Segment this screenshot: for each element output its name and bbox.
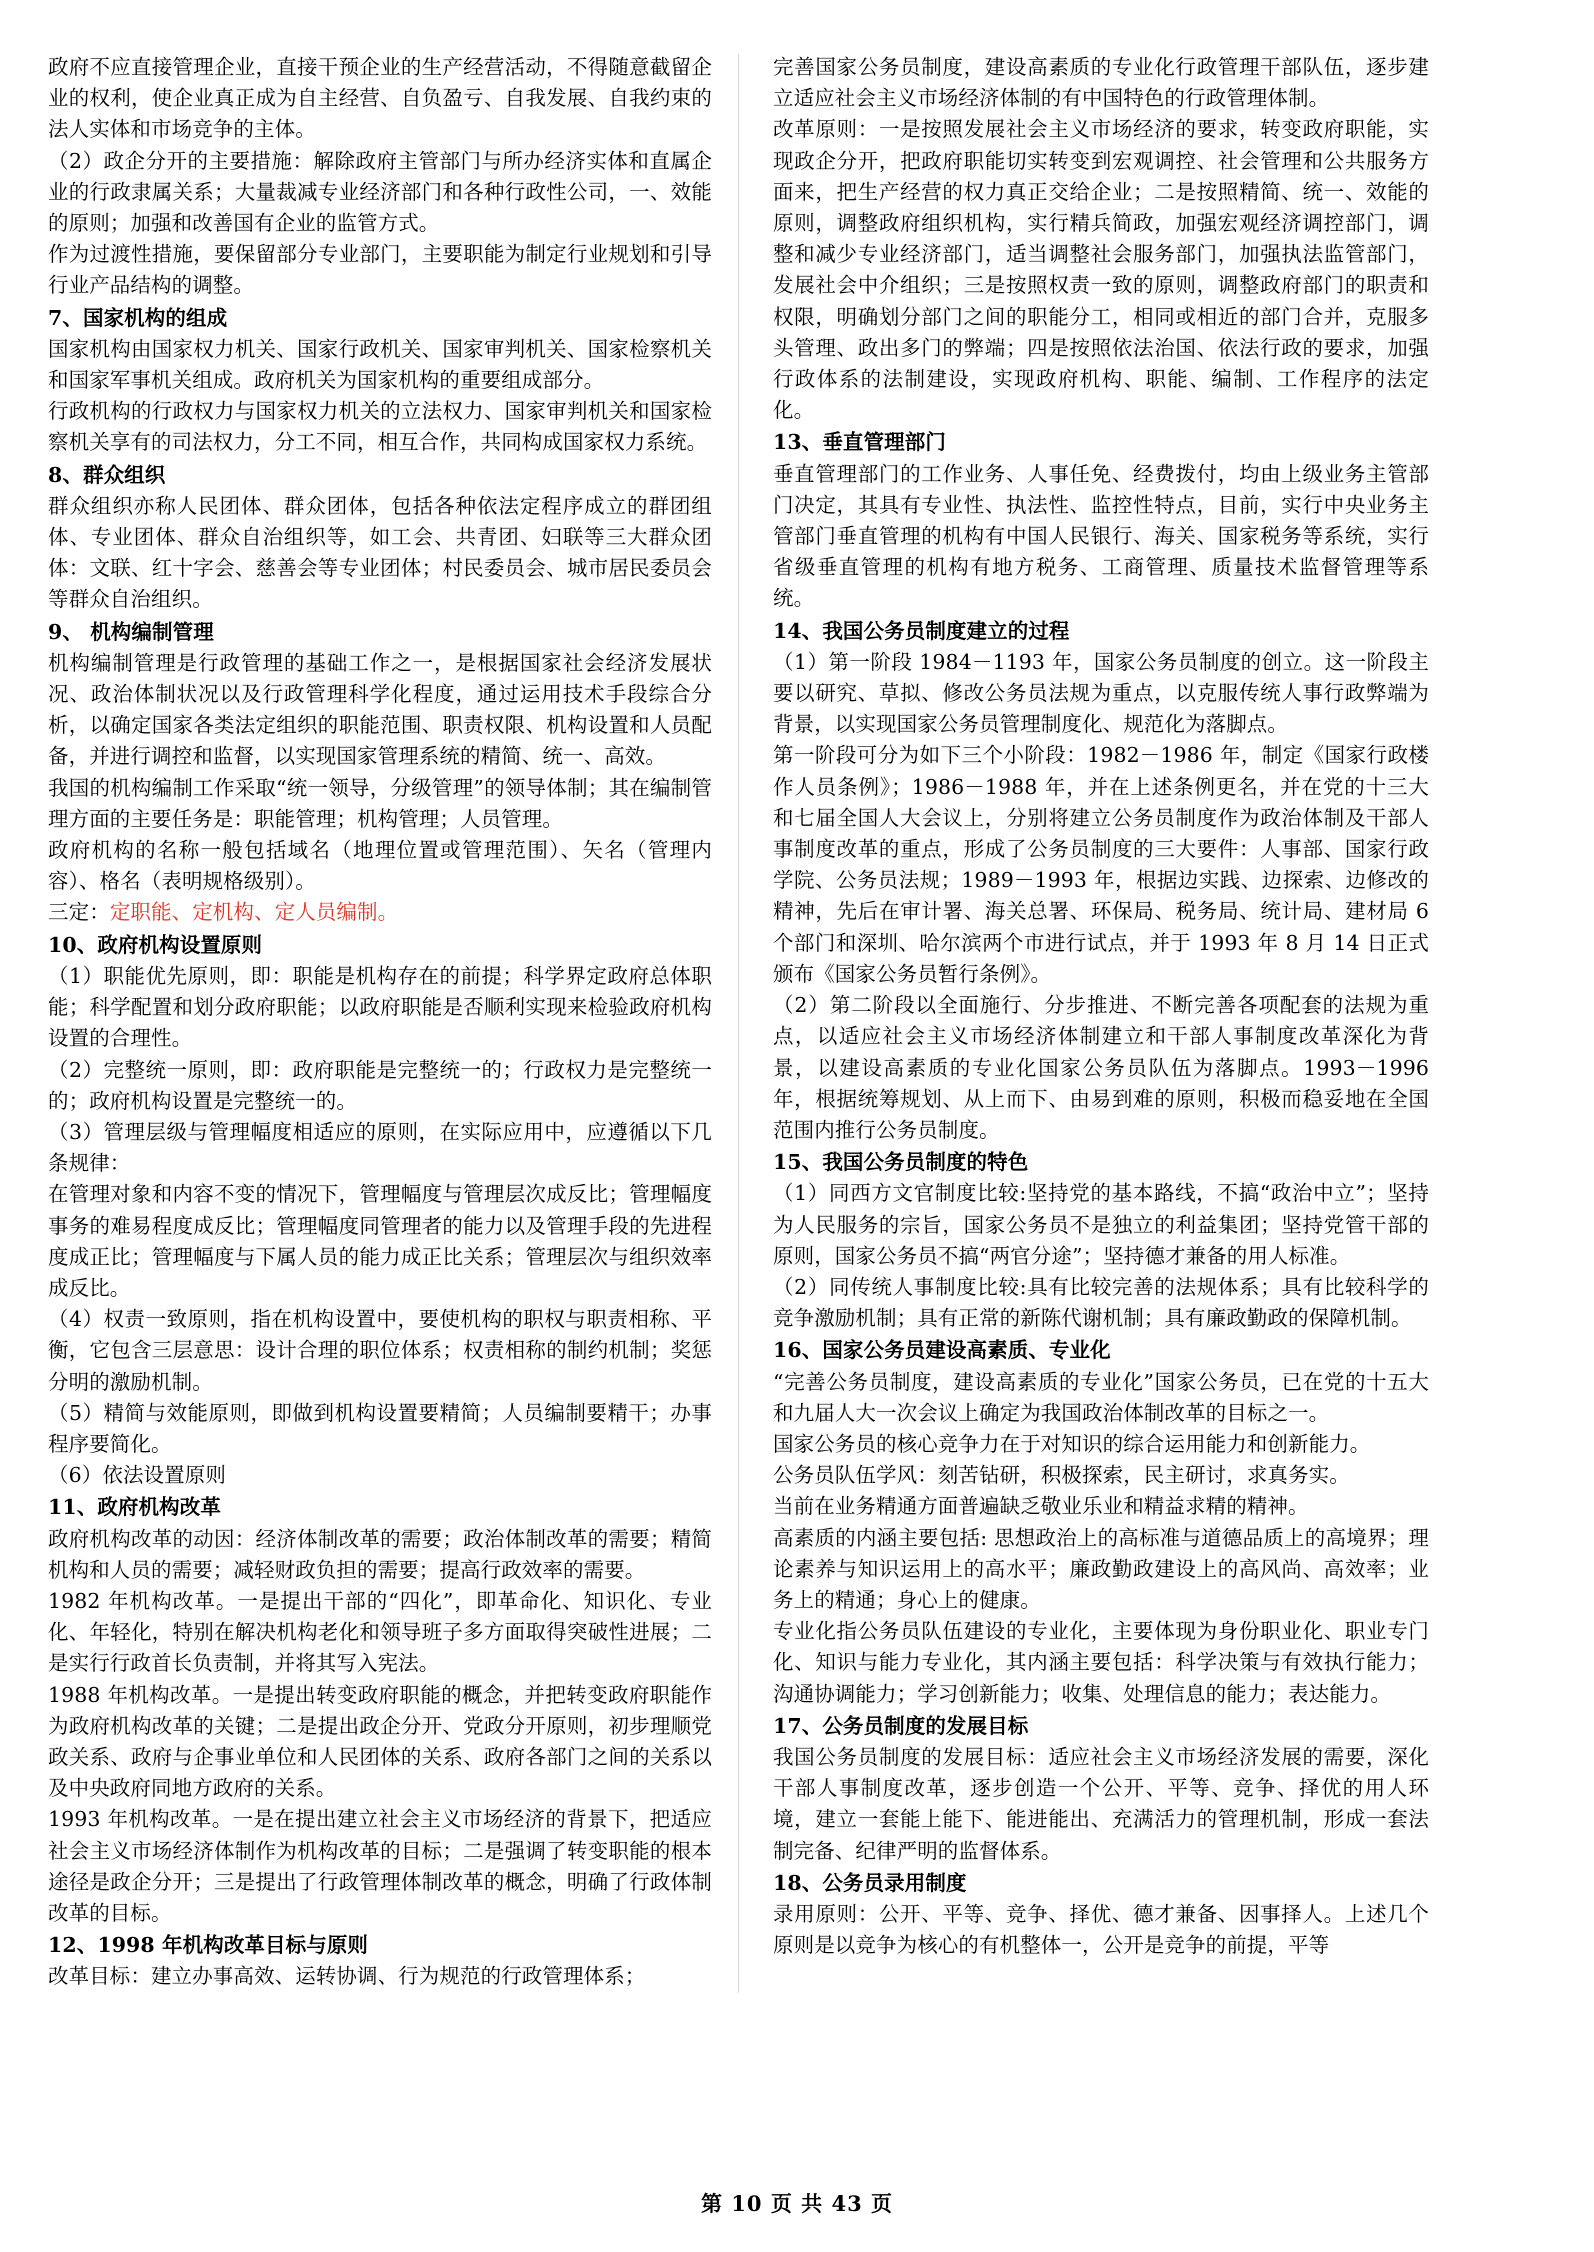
left-heading: 12、1998 年机构改革目标与原则: [48, 1933, 369, 1958]
right-heading: 15、我国公务员制度的特色: [773, 1150, 1029, 1175]
left-paragraph: 政府不应直接管理企业，直接干预企业的生产经营活动，不得随意截留企业的权利，使企业真正成为自主经营、自负盈亏、自我发展、自我约束的法人实体和市场竞争的主体。: [48, 55, 712, 142]
left-paragraph: 1988 年机构改革。一是提出转变政府职能的概念，并把转变政府职能作为政府机构改革的关键；二是提出政企分开、党政分开原则，初步理顺党政关系、政府与企事业单位和人民团体的关系、政府各部门之间的关系以及中央政府同地方政府的关系。: [48, 1682, 712, 1801]
right-heading: 14、我国公务员制度建立的过程: [773, 618, 1070, 643]
left-heading: 8、群众组织: [48, 462, 166, 487]
page-footer: 第 10 页 共 43 页: [700, 2191, 893, 2216]
left-paragraph: （6）依法设置原则: [48, 1463, 226, 1488]
right-paragraph: （2）第二阶段以全面施行、分步推进、不断完善各项配套的法规为重点，以适应社会主义市场经济体制建立和干部人事制度改革深化为背景，以建设高素质的专业化国家公务员队伍为落脚点。1993－1996 年，根据统筹规划、从上而下、由易到难的原则，积极而稳妥地在全国范围内推行公务员制度。: [773, 993, 1429, 1142]
right-paragraph: “完善公务员制度，建设高素质的专业化”国家公务员，已在党的十五大和九届人大一次会议上确定为我国政治体制改革的目标之一。: [773, 1369, 1429, 1425]
left-paragraph: 政府机构的名称一般包括域名（地理位置或管理范围）、矢名（管理内容）、格名（表明规格级别）。: [48, 838, 712, 894]
right-heading: 13、垂直管理部门: [773, 430, 946, 455]
left-paragraph: 作为过渡性措施，要保留部分专业部门，主要职能为制定行业规划和引导行业产品结构的调整。: [48, 242, 712, 298]
label-text: 三定：: [48, 900, 110, 925]
left-paragraph: [48, 897, 712, 928]
left-paragraph: 我国的机构编制工作采取“统一领导，分级管理”的领导体制；其在编制管理方面的主要任务是：职能管理；机构管理；人员管理。: [48, 775, 712, 831]
left-column: [48, 52, 738, 1993]
left-heading: 10、政府机构设置原则: [48, 932, 263, 957]
left-paragraph: （5）精简与效能原则，即做到机构设置要精简；人员编制要精干；办事程序要简化。: [48, 1400, 712, 1456]
right-paragraph: （2）同传统人事制度比较:具有比较完善的法规体系；具有比较科学的竞争激励机制；具有正常的新陈代谢机制；具有廉政勤政的保障机制。: [773, 1274, 1429, 1331]
left-paragraph: 机构编制管理是行政管理的基础工作之一，是根据国家社会经济发展状况、政治体制状况以及行政管理科学化程度，通过运用技术手段综合分析，以确定国家各类法定组织的职能范围、职责权限、机构设置和人员配备，并进行调控和监督，以实现国家管理系统的精简、统一、高效。: [48, 650, 712, 769]
right-paragraph: 改革原则：一是按照发展社会主义市场经济的要求，转变政府职能，实现政企分开，把政府职能切实转变到宏观调控、社会管理和公共服务方面来，把生产经营的权力真正交给企业；二是按照精简、统一、效能的原则，调整政府组织机构，实行精兵简政，加强宏观经济调控部门，调整和减少专业经济部门，适当调整社会服务部门，加强执法监管部门，发展社会中介组织；三是按照权责一致的原则，调整政府部门的职责和权限，明确划分部门之间的职能分工，相同或相近的部门合并，克服多头管理、政出多门的弊端；四是按照依法治国、依法行政的要求，加强行政体系的法制建设，实现政府机构、职能、编制、工作程序的法定化。: [773, 117, 1429, 423]
left-paragraph: 群众组织亦称人民团体、群众团体，包括各种依法定程序成立的群团组体、专业团体、群众自治组织等，如工会、共青团、妇联等三大群众团体：文联、红十字会、慈善会等专业团体；村民委员会、城市居民委员会等群众自治组织。: [48, 493, 712, 612]
left-heading: 11、政府机构改革: [48, 1495, 221, 1520]
left-paragraph: 在管理对象和内容不变的情况下，管理幅度与管理层次成反比；管理幅度事务的难易程度成反比；管理幅度同管理者的能力以及管理手段的先进程度成正比；管理幅度与下属人员的能力成正比关系；管理层次与组织效率成反比。: [48, 1182, 712, 1300]
two-column-layout: [48, 52, 1546, 1993]
right-heading: 17、公务员制度的发展目标: [773, 1713, 1029, 1738]
left-paragraph: 国家机构由国家权力机关、国家行政机关、国家审判机关、国家检察机关和国家军事机关组成。政府机关为国家机构的重要组成部分。: [48, 336, 712, 393]
left-paragraph: 行政机构的行政权力与国家权力机关的立法权力、国家审判机关和国家检察机关享有的司法权力，分工不同，相互合作，共同构成国家权力系统。: [48, 399, 712, 455]
right-paragraph: 第一阶段可分为如下三个小阶段：1982－1986 年，制定《国家行政楼 作人员条例》；1986－1988 年，并在上述条例更名，并在党的十三大和七届全国人大会议上，分别将建立公务员制度作为政治体制及干部人事制度改革的重点，形成了公务员制度的三大要件：人事部、国家行政学院、公务员法规；1989－1993 年，根据边实践、边探索、边修改的精神，先后在审计署、海关总署、环保局、税务局、统计局、建材局 6 个部门和深圳、哈尔滨两个市进行试点，并于 1993 年 8 月 14 日正式颁布《国家公务员暂行条例》。: [773, 743, 1429, 986]
right-paragraph: 当前在业务精通方面普遍缺乏敬业乐业和精益求精的精神。: [773, 1494, 1309, 1519]
right-paragraph: 专业化指公务员队伍建设的专业化，主要体现为身份职业化、职业专门化、知识与能力专业化，其内涵主要包括：科学决策与有效执行能力；沟通协调能力；学习创新能力；收集、处理信息的能力；表达能力。: [773, 1619, 1429, 1706]
left-paragraph: 1993 年机构改革。一是在提出建立社会主义市场经济的背景下，把适应社会主义市场经济体制作为机构改革的目标；二是强调了转变职能的根本途径是政企分开；三是提出了行政管理体制改革的概念，明确了行政体制改革的目标。: [48, 1807, 712, 1925]
left-paragraph: （3）管理层级与管理幅度相适应的原则，在实际应用中，应遵循以下几条规律：: [48, 1119, 712, 1176]
right-paragraph: （1）第一阶段 1984－1193 年，国家公务员制度的创立。这一阶段主要以研究、草拟、修改公务员法规为重点，以克服传统人事行政弊端为背景，以实现国家公务员管理制度化、规范化为落脚点。: [773, 649, 1429, 737]
left-paragraph: （2）政企分开的主要措施：解除政府主管部门与所办经济实体和直属企业的行政隶属关系；大量裁减专业经济部门和各种行政性公司，一、效能的原则；加强和改善国有企业的监管方式。: [48, 148, 712, 236]
left-paragraph: （4）权责一致原则，指在机构设置中，要使机构的职权与职责相称、平衡，它包含三层意思：设计合理的职位体系；权责相称的制约机制；奖惩分明的激励机制。: [48, 1307, 712, 1394]
right-heading: 16、国家公务员建设高素质、专业化: [773, 1338, 1111, 1363]
right-paragraph: （1）同西方文官制度比较:坚持党的基本路线，不搞“政治中立”；坚持为人民服务的宗旨，国家公务员不是独立的利益集团；坚持党管干部的原则，国家公务员不搞“两官分途”；坚持德才兼备的用人标准。: [773, 1181, 1429, 1268]
left-paragraph: 改革目标：建立办事高效、运转协调、行为规范的行政管理体系；: [48, 1964, 646, 1989]
right-paragraph: 国家公务员的核心竞争力在于对知识的综合运用能力和创新能力。: [773, 1431, 1371, 1456]
right-paragraph: 我国公务员制度的发展目标：适应社会主义市场经济发展的需要，深化干部人事制度改革，逐步创造一个公开、平等、竞争、择优的用人环境，建立一套能上能下、能进能出、充满活力的管理机制，形成一套法制完备、纪律严明的监督体系。: [773, 1744, 1429, 1863]
left-heading: 7、国家机构的组成: [48, 305, 228, 330]
right-column: [739, 52, 1429, 1961]
right-paragraph: 垂直管理部门的工作业务、人事任免、经费拨付，均由上级业务主管部门决定，其具有专业性、执法性、监控性特点，目前，实行中央业务主管部门垂直管理的机构有中国人民银行、海关、国家税务等系统，实行省级垂直管理的机构有地方税务、工商管理、质量技术监督管理等系统。: [773, 461, 1429, 611]
highlighted-text: 定职能、定机构、定人员编制。: [109, 900, 399, 925]
right-paragraph: 完善国家公务员制度，建设高素质的专业化行政管理干部队伍，逐步建立适应社会主义市场经济体制的有中国特色的行政管理体制。: [773, 55, 1429, 111]
left-paragraph: （2）完整统一原则，即：政府职能是完整统一的；行政权力是完整统一的；政府机构设置是完整统一的。: [48, 1057, 712, 1113]
left-paragraph: 1982 年机构改革。一是提出干部的“四化”，即革命化、知识化、专业化、年轻化，特别在解决机构老化和领导班子多方面取得突破性进展；二是实行行政首长负责制，并将其写入宪法。: [48, 1588, 712, 1676]
right-paragraph: 高素质的内涵主要包括: 思想政治上的高标准与道德品质上的高境界；理论素养与知识运用上的高水平；廉政勤政建设上的高风尚、高效率；业务上的精通；身心上的健康。: [773, 1525, 1429, 1612]
left-heading: 9、 机构编制管理: [48, 619, 214, 644]
right-paragraph: 录用原则：公开、平等、竞争、择优、德才兼备、因事择人。上述几个原则是以竞争为核心的有机整体一，公开是竞争的前提，平等: [773, 1901, 1429, 1958]
right-paragraph: 公务员队伍学风：刻苦钻研，积极探索，民主研讨，求真务实。: [773, 1463, 1350, 1488]
right-heading: 18、公务员录用制度: [773, 1870, 967, 1895]
left-paragraph: （1）职能优先原则，即：职能是机构存在的前提；科学界定政府总体职能；科学配置和划分政府职能；以政府职能是否顺利实现来检验政府机构设置的合理性。: [48, 963, 712, 1051]
left-paragraph: 政府机构改革的动因：经济体制改革的需要；政治体制改革的需要；精简机构和人员的需要；减轻财政负担的需要；提高行政效率的需要。: [48, 1526, 712, 1582]
